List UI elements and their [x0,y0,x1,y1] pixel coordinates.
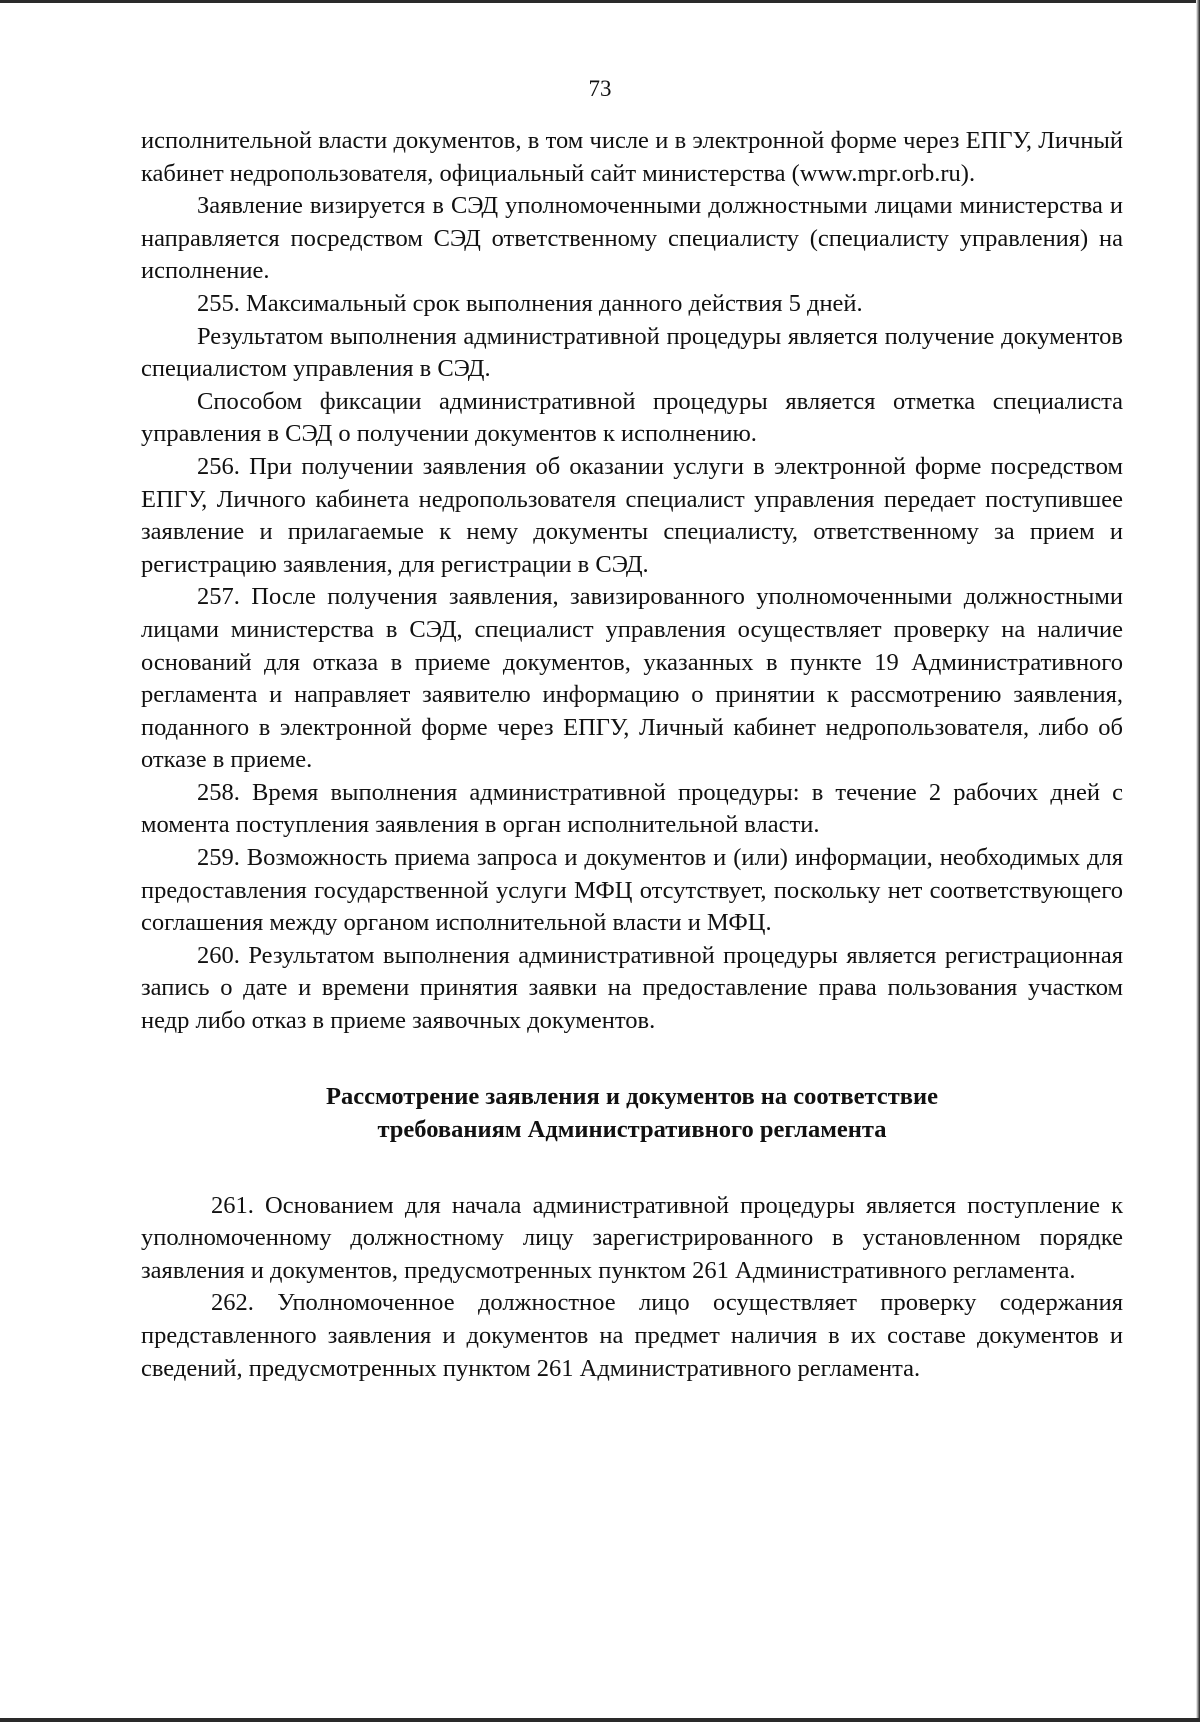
paragraph-262: 262. Уполномоченное должностное лицо осуществляет проверку содержания представленного заявления и документов на предмет наличия в их составе документов и сведений, предусмотренных пунктом 261 Административного регламента. [141,1289,1123,1382]
section-heading-line-1: Рассмотрение заявления и документов на соответствие [326,1082,938,1110]
paragraph: Результатом выполнения административной процедуры является получение документов специалистом управления в СЭД. [141,322,1123,383]
paragraph-256: 256. При получении заявления об оказании услуги в электронной форме посредством ЕПГУ, Личного кабинета недропользователя специалист управления передает поступившее заявление и прилагаемые к нему документы специалисту, ответственному за прием и регистрацию заявления, для регистрации в СЭД. [141,452,1123,578]
paragraph-255: 255. Максимальный срок выполнения данного действия 5 дней. [197,289,863,317]
document-body [141,125,1123,1385]
page-number: 73 [588,76,612,101]
section-heading [141,1080,1123,1146]
paragraph: Заявление визируется в СЭД уполномоченными должностными лицами министерства и направляется посредством СЭД ответственному специалисту (специалисту управления) на исполнение. [141,192,1123,285]
paragraph-258: 258. Время выполнения административной процедуры: в течение 2 рабочих дней с момента поступления заявления в орган исполнительной власти. [141,778,1123,839]
scan-edge-top [0,0,1200,3]
paragraph-259: 259. Возможность приема запроса и документов и (или) информации, необходимых для предоставления государственной услуги МФЦ отсутствует, поскольку нет соответствующего соглашения между органом исполнительной власти и МФЦ. [141,844,1123,937]
paragraph-257: 257. После получения заявления, завизированного уполномоченными должностными лицами министерства в СЭД, специалист управления осуществляет проверку на наличие оснований для отказа в приеме документов, указанных в пункте 19 Административного регламента и направляет заявителю информацию о принятии к рассмотрению заявления, поданного в электронной форме через ЕПГУ, Личный кабинет недропользователя, либо об отказе в приеме. [141,583,1123,774]
scan-edge-bottom [0,1718,1200,1722]
paragraph-261: 261. Основанием для начала административной процедуры является поступление к уполномоченному должностному лицу зарегистрированного в установленном порядке заявления и документов, предусмотренных пунктом 261 Административного регламента. [141,1191,1123,1284]
section-heading-line-2: требованиям Административного регламента [377,1115,887,1143]
scan-edge-right [1196,0,1200,1722]
paragraph: Способом фиксации административной процедуры является отметка специалиста управления в СЭД о получении документов к исполнению. [141,387,1123,448]
paragraph-continuation: исполнительной власти документов, в том числе и в электронной форме через ЕПГУ, Личный кабинет недропользователя, официальный сайт министерства (www.mpr.orb.ru). [141,127,1123,187]
paragraph-260: 260. Результатом выполнения административной процедуры является регистрационная запись о дате и времени принятия заявки на предоставление права пользования участком недр либо отказ в приеме заявочных документов. [141,941,1123,1035]
